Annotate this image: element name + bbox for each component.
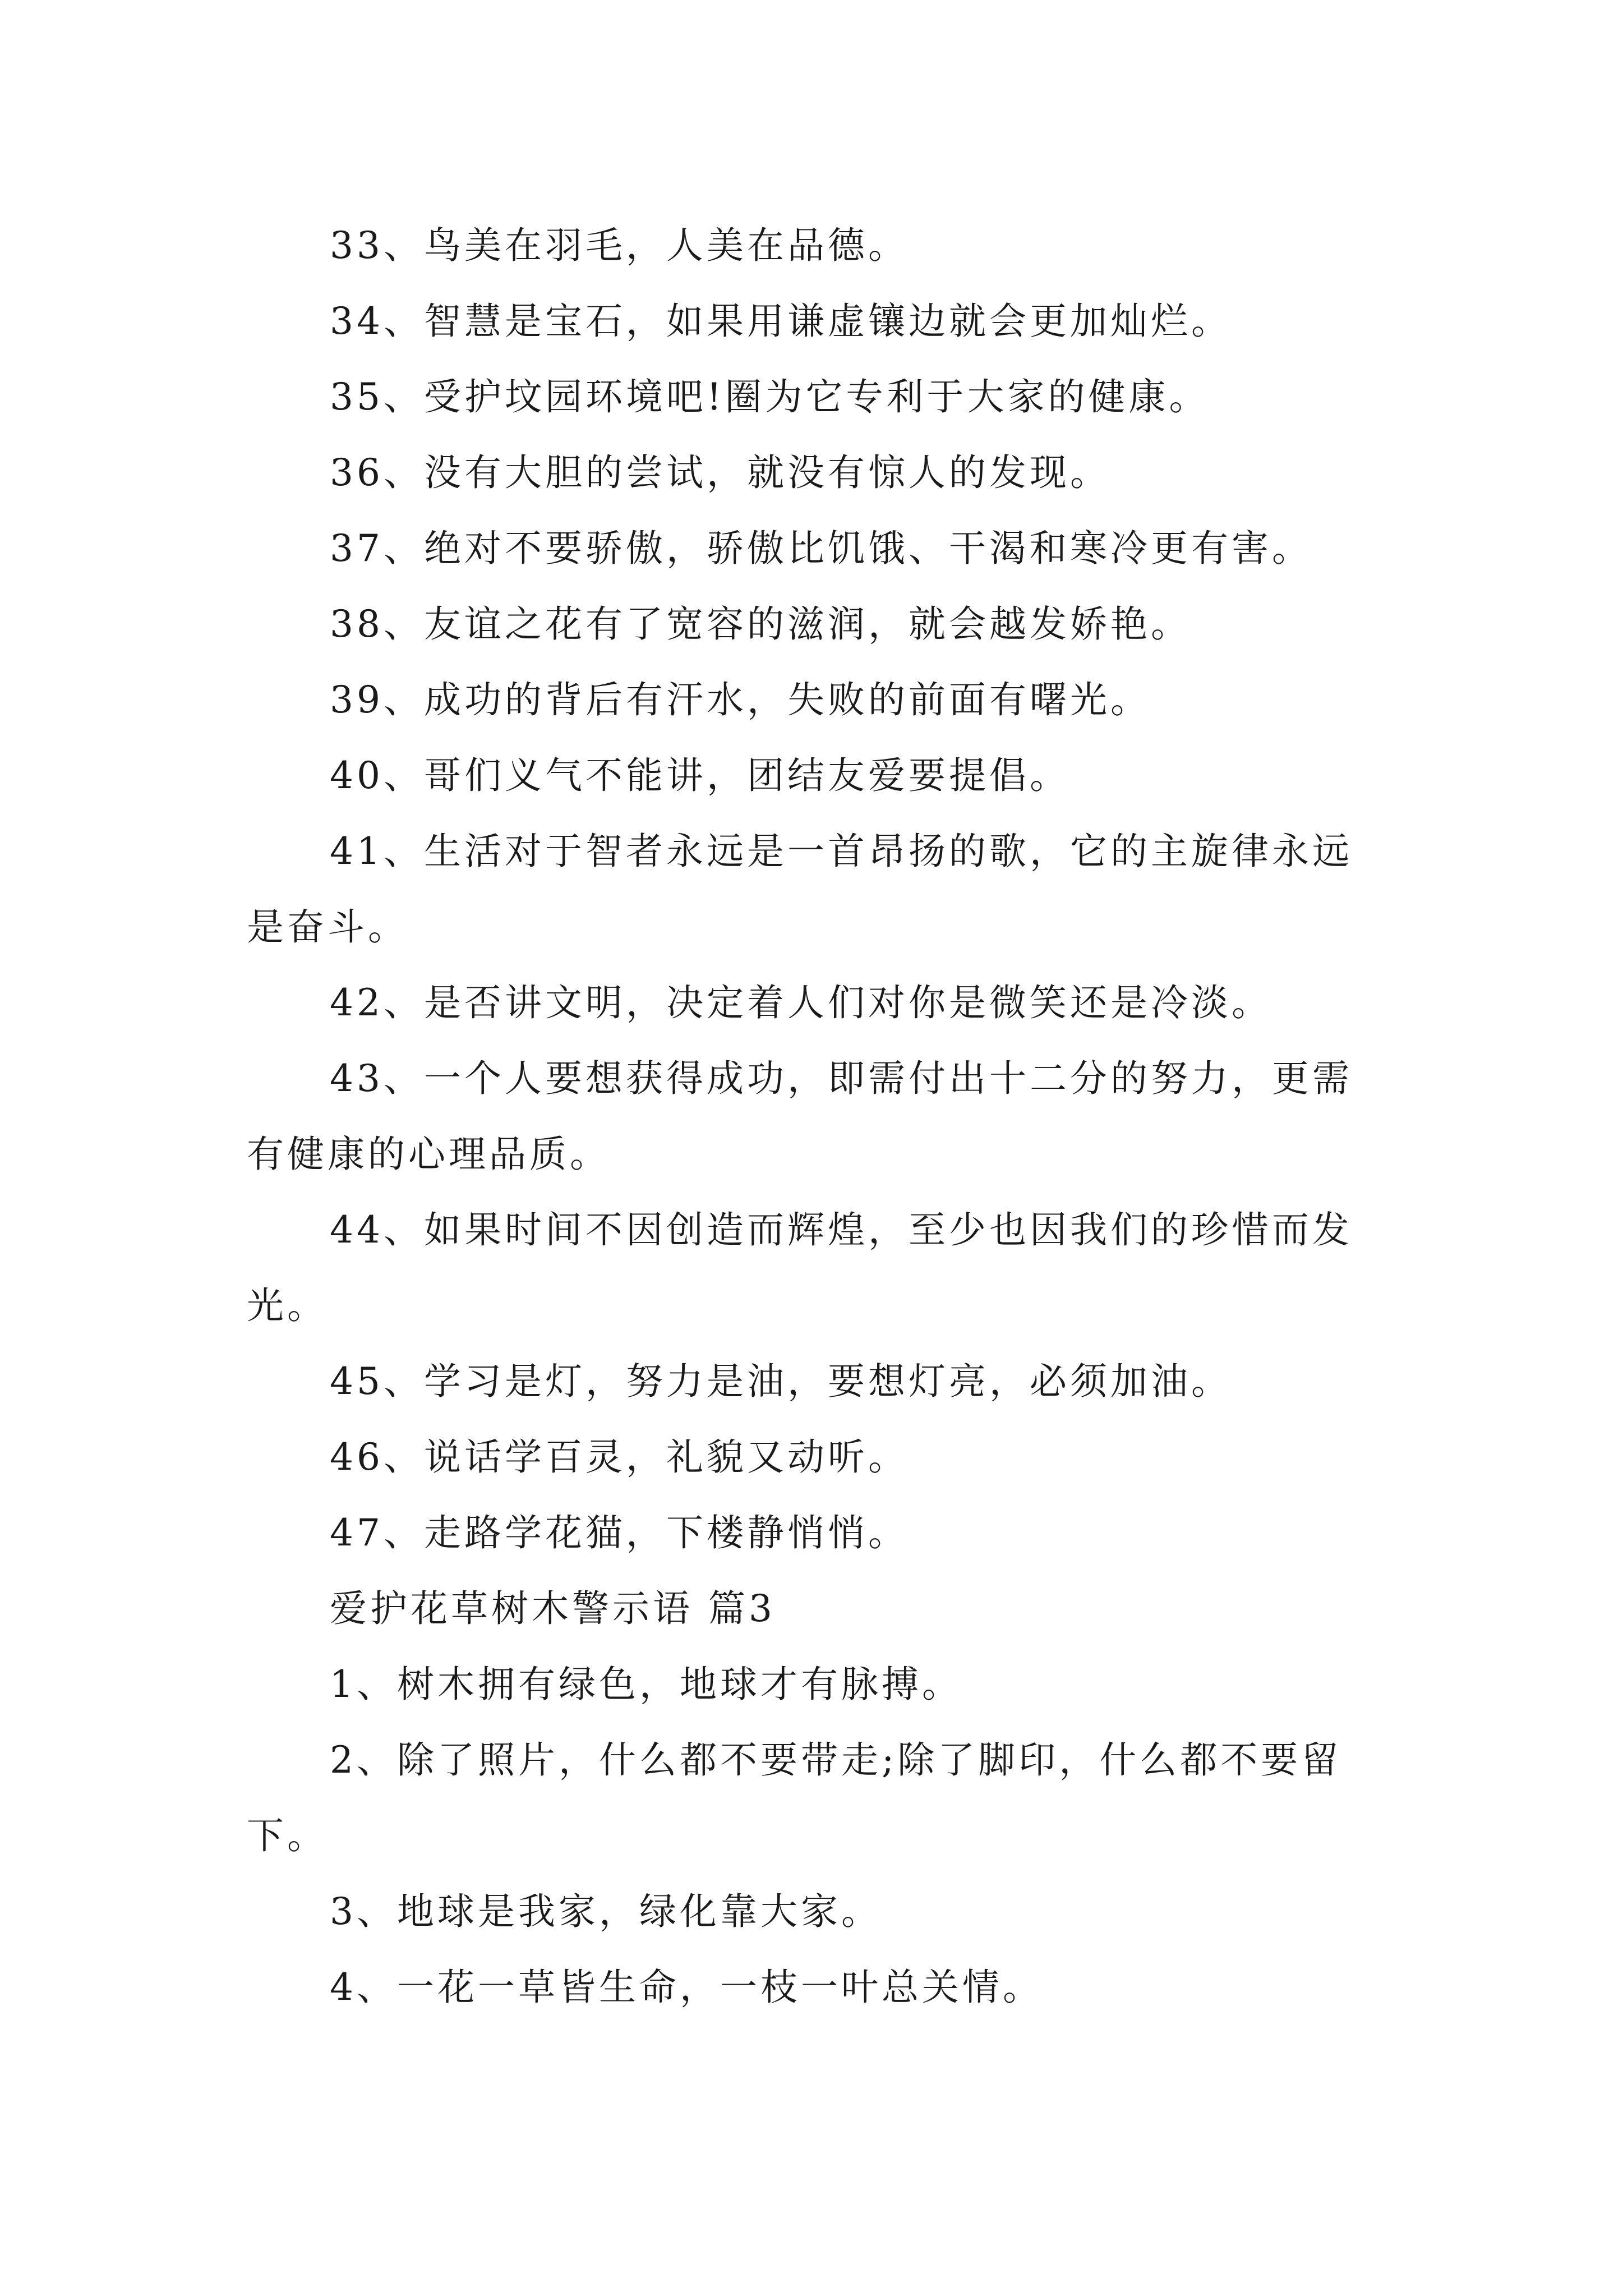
document-body — [247, 208, 1391, 2025]
paragraph-45: 45、学习是灯，努力是油，要想灯亮，必须加油。 — [330, 1360, 1232, 1403]
paragraph-46: 46、说话学百灵，礼貌又动听。 — [330, 1435, 909, 1479]
paragraph-40: 40、哥们义气不能讲，团结友爱要提倡。 — [330, 754, 1070, 797]
paragraph-36: 36、没有大胆的尝试，就没有惊人的发现。 — [330, 451, 1110, 494]
paragraph-38: 38、友谊之花有了宽容的滋润，就会越发娇艳。 — [330, 602, 1191, 646]
paragraph-35: 35、受护坟园环境吧!圈为它专利于大家的健康。 — [330, 375, 1210, 418]
section-heading: 爱护花草树木警示语 篇3 — [330, 1587, 776, 1630]
paragraph-41: 41、生活对于智者永远是一首昂扬的歌，它的主旋律永远是奋斗。 — [247, 830, 1353, 949]
paragraph-3: 3、地球是我家，绿化靠大家。 — [330, 1890, 882, 1933]
paragraph-43: 43、一个人要想获得成功，即需付出十二分的努力，更需有健康的心理品质。 — [247, 1057, 1353, 1176]
paragraph-44: 44、如果时间不因创造而辉煌，至少也因我们的珍惜而发光。 — [247, 1208, 1353, 1327]
paragraph-47: 47、走路学花猫，下楼静悄悄。 — [330, 1511, 909, 1554]
paragraph-1: 1、树木拥有绿色，地球才有脉搏。 — [330, 1663, 962, 1706]
paragraph-42: 42、是否讲文明，决定着人们对你是微笑还是冷淡。 — [330, 981, 1272, 1024]
paragraph-37: 37、绝对不要骄傲，骄傲比饥饿、干渴和寒冷更有害。 — [330, 527, 1312, 570]
paragraph-2: 2、除了照片，什么都不要带走;除了脚印，什么都不要留下。 — [247, 1738, 1342, 1857]
paragraph-39: 39、成功的背后有汗水，失败的前面有曙光。 — [330, 678, 1151, 721]
paragraph-4: 4、一花一草皆生命，一枝一叶总关情。 — [330, 1966, 1043, 2009]
paragraph-33: 33、鸟美在羽毛，人美在品德。 — [330, 224, 909, 267]
paragraph-34: 34、智慧是宝石，如果用谦虚镶边就会更加灿烂。 — [330, 300, 1232, 343]
